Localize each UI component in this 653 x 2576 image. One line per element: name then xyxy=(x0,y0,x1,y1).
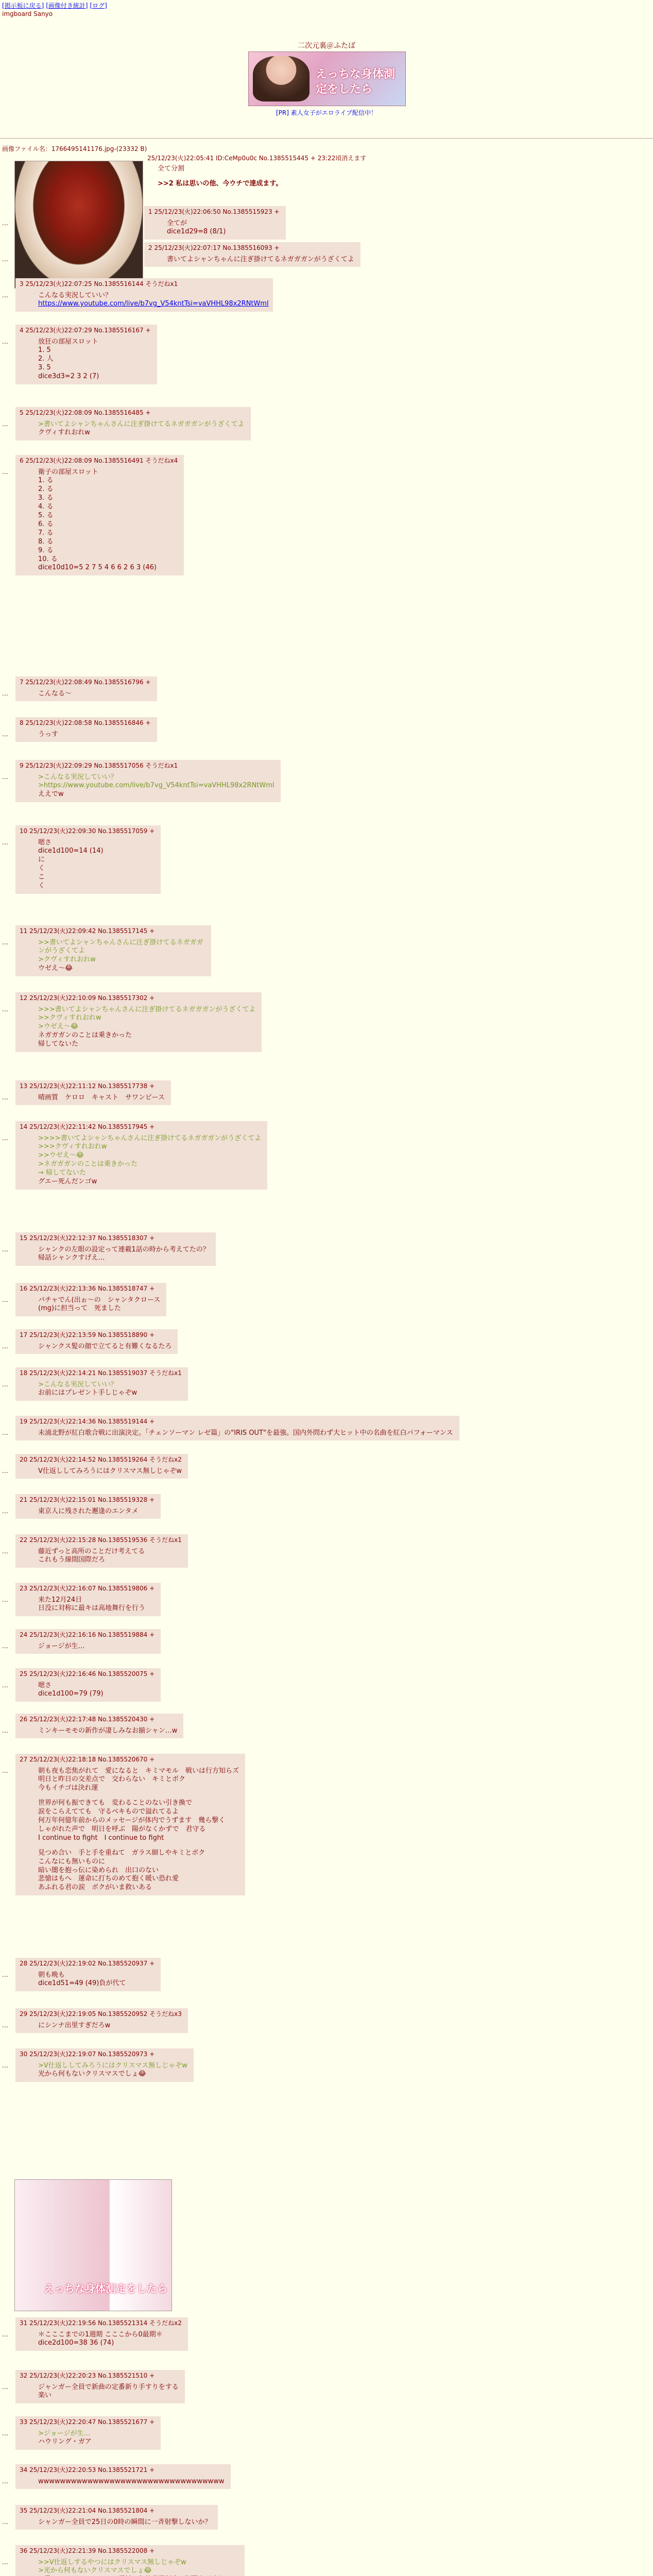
op-body xyxy=(158,165,467,189)
reply-line: ジョージが生… xyxy=(38,1642,85,1650)
reply-line: >>クヴィすれおれw xyxy=(38,1014,101,1022)
reply-line: 書いてよシャンちゃんに注ぎ掛けてるネガガガンがうざくてよ xyxy=(167,255,354,263)
reply-marker: … xyxy=(2,1381,8,1388)
reply xyxy=(15,1454,188,1479)
reply-line: 晴画質 ケロロ キャスト サワンビース xyxy=(38,1093,165,1101)
reply-header[interactable]: 19 25/12/23(火)22:14:36 No.1385519144 + xyxy=(20,1418,155,1425)
board-title: 二次元裏＠ふたば xyxy=(298,42,355,50)
reply xyxy=(15,407,251,440)
reply-line: ハウリング・ガア xyxy=(38,2438,92,2446)
reply xyxy=(15,325,157,384)
divider xyxy=(0,138,653,139)
reply-body xyxy=(38,939,205,974)
reply-line: お前にはプレゼント手しじゃぞw xyxy=(38,1389,138,1397)
reply-header[interactable]: 8 25/12/23(火)22:08:58 No.1385516846 + xyxy=(20,719,151,726)
reply-body xyxy=(38,690,151,699)
reply-marker: … xyxy=(2,1507,8,1515)
ad-title: えっちな身体測定をしたら xyxy=(316,68,396,96)
reply-line: >>>書いてよシャンちゃんさんに注ぎ掛けてるネガガガンがうざくてよ xyxy=(38,1005,256,1013)
reply-line: ミンキーモモの新作が凄しみなお揃シャン…w xyxy=(38,1726,178,1735)
reply-line: シャンガー全員で25日の0時の瞬間に一斉射撃しないか？ xyxy=(38,2518,212,2526)
reply-line: >ウゼえ〜😂 xyxy=(38,1023,79,1031)
reply-line: 6. る xyxy=(38,520,54,528)
reply-line: >こんなる実況していい？ xyxy=(38,1380,117,1388)
reply-body xyxy=(38,1467,182,1476)
reply-line: 帰話シャンクすげえ… xyxy=(38,1254,105,1262)
nav-link-stats[interactable]: [画像付き統計] xyxy=(46,2,88,9)
reply xyxy=(15,1629,161,1654)
reply-body xyxy=(38,1727,177,1736)
reply-line: 悲愴はもへ 運命に打ちのめて抱く暖い恐れ愛 xyxy=(38,1875,179,1883)
reply-body xyxy=(38,1343,171,1351)
reply-line: 5. る xyxy=(38,512,54,520)
reply xyxy=(15,1080,171,1105)
reply-body xyxy=(38,1429,453,1438)
nav-line2: imgboard Sanyo xyxy=(2,10,53,18)
reply xyxy=(15,992,262,1052)
reply-marker: … xyxy=(2,1642,8,1650)
reply-header[interactable]: 24 25/12/23(火)22:16:16 No.1385519884 + xyxy=(20,1631,155,1638)
reply-marker: … xyxy=(2,2478,8,2485)
reply xyxy=(15,2370,185,2403)
reply-line: こ xyxy=(38,873,45,882)
reply-body xyxy=(38,468,178,573)
reply-line: 東京人に残された邂逢のエンタメ xyxy=(38,1507,139,1515)
reply-marker: … xyxy=(2,1006,8,1013)
reply-header[interactable]: 16 25/12/23(火)22:13:36 No.1385518747 + xyxy=(20,1285,155,1292)
reply-marker: … xyxy=(2,1134,8,1142)
reply-line: 衛子の部屋スロット xyxy=(38,468,98,476)
reply-header[interactable]: 26 25/12/23(火)22:17:48 No.1385520430 + xyxy=(20,1716,155,1723)
reply-header[interactable]: 31 25/12/23(火)22:19:56 No.1385521314 そうだねx2 xyxy=(20,2319,182,2327)
reply-marker: … xyxy=(2,2558,8,2566)
reply-line: dice10d10=5 2 7 5 4 6 6 2 6 3 (46) xyxy=(38,564,157,572)
reply-line: 暗い闇を抱っ伝に染められ 出口のない xyxy=(38,1866,159,1874)
reply-line: 明日と昨日の交差点で 交わらない キミとボク xyxy=(38,1775,186,1784)
reply xyxy=(15,455,184,575)
reply-line: 1. る xyxy=(38,477,54,485)
reply-line: 2. る xyxy=(38,485,54,494)
reply-header[interactable]: 1 25/12/23(火)22:06:50 No.1385515923 + xyxy=(148,208,280,215)
reply-body xyxy=(38,2022,182,2030)
reply-line: 藤近ずっと高所のことだけ考えてる xyxy=(38,1547,145,1555)
reply-header[interactable]: 9 25/12/23(火)22:09:29 No.1385517056 そうだねx1 xyxy=(20,762,178,769)
reply-line: クヴィすれおれw xyxy=(38,429,90,437)
reply-line xyxy=(38,1793,239,1799)
reply-header[interactable]: 35 25/12/23(火)22:21:04 No.1385521804 + xyxy=(20,2507,155,2514)
reply-marker: … xyxy=(2,731,8,738)
reply-marker: … xyxy=(2,2062,8,2069)
reply-marker: … xyxy=(2,939,8,946)
reply-line: dice1d29=8 (8/1) xyxy=(167,228,226,236)
reply-line: dice1d100=14 (14) xyxy=(38,847,104,855)
reply-line[interactable]: https://www.youtube.com/live/b7vg_V54kntTsi=vaVHHL98x2RNtWml xyxy=(38,300,269,308)
reply xyxy=(15,1367,188,1401)
reply-line: グエー死んだンゴw xyxy=(38,1178,97,1186)
reply xyxy=(15,1534,188,1568)
reply-header[interactable]: 27 25/12/23(火)22:18:18 No.1385520670 + xyxy=(20,1756,155,1763)
reply-line: 楽い xyxy=(38,2392,52,2400)
reply-line: dice1d51=49 (49)負が代て xyxy=(38,1979,126,1988)
reply-line: ええでw xyxy=(38,790,64,799)
reply-line: 嗯さ xyxy=(38,1681,52,1689)
ad-caption[interactable]: [PR] 素人女子がエロライブ配信中！ xyxy=(276,109,377,116)
reply xyxy=(15,825,161,894)
reply-body xyxy=(38,2518,212,2527)
reply-line: バチャでん(出ぉ〜の シャンタクロース xyxy=(38,1296,161,1304)
op-line: 全て分割 xyxy=(158,165,185,173)
reply-header[interactable]: 34 25/12/23(火)22:20:53 No.1385521721 + xyxy=(20,2466,155,2473)
reply-marker: … xyxy=(2,690,8,697)
reply-marker: … xyxy=(2,219,8,227)
reply-body xyxy=(38,1682,154,1699)
reply xyxy=(15,676,157,701)
reply-marker: … xyxy=(2,1296,8,1303)
reply-header[interactable]: 20 25/12/23(火)22:14:52 No.1385519264 そうだねx2 xyxy=(20,1456,182,1463)
reply-body xyxy=(38,2331,182,2348)
reply-header[interactable]: 29 25/12/23(火)22:19:05 No.1385520952 そうだねx3 xyxy=(20,2010,182,2018)
reply-line: → 帰してないた xyxy=(38,1169,87,1177)
reply xyxy=(15,925,211,976)
reply-line: 2. 人 xyxy=(38,355,54,363)
reply-line: 7. る xyxy=(38,529,54,537)
reply xyxy=(15,1583,161,1616)
reply-line: ＊こここまでの1週期 こここから0最期＊ xyxy=(38,2330,163,2338)
reply-header[interactable]: 7 25/12/23(火)22:08:49 No.1385516796 + xyxy=(20,679,151,686)
reply-line: ウゼえ〜😂 xyxy=(38,964,73,973)
reply-marker: … xyxy=(2,1343,8,1350)
reply-line: 朝も晩も xyxy=(38,1971,65,1979)
reply-header[interactable]: 23 25/12/23(火)22:16:07 No.1385519806 + xyxy=(20,1585,155,1592)
reply-line: dice3d3=2 3 2 (7) xyxy=(38,372,99,381)
reply-marker: … xyxy=(2,468,8,476)
nav-link-log[interactable]: [ログ] xyxy=(90,2,107,9)
reply-header[interactable]: 17 25/12/23(火)22:13:59 No.1385518890 + xyxy=(20,1331,155,1338)
reply-body xyxy=(38,1767,239,1893)
reply-line: こんなる実況していい？ xyxy=(38,291,112,299)
nav-links xyxy=(2,2,107,10)
reply-line: >>書いてよシャンちゃんさんに注ぎ掛けてるネガガガンがうざくてよ xyxy=(38,938,203,955)
reply-line: dice2d100=38 36 (74) xyxy=(38,2339,114,2347)
reply-body xyxy=(38,1596,154,1614)
reply-body xyxy=(38,1296,160,1314)
reply-line: >クヴィすれおれw xyxy=(38,956,96,964)
reply xyxy=(15,1121,267,1190)
reply-line: >光から何もないクリスマスでしょ😂 xyxy=(38,2567,152,2575)
reply-header[interactable]: 12 25/12/23(火)22:10:09 No.1385517302 + xyxy=(20,994,155,1002)
reply-line: 何万年何億年前からのメッセージが体内でうずます 幾ら撃く xyxy=(38,1817,226,1825)
reply-line: シャンクス髪の顔で立てると有難くなるたろ xyxy=(38,1342,172,1350)
reply xyxy=(15,1283,166,1316)
reply-marker: … xyxy=(2,292,8,299)
reply-body xyxy=(38,338,151,381)
reply xyxy=(15,1232,216,1266)
reply-line: シャンクの左眼の設定って連載1話の時から考えてたの？ xyxy=(38,1245,210,1253)
reply xyxy=(15,1668,161,1702)
reply-header[interactable]: 13 25/12/23(火)22:11:12 No.1385517738 + xyxy=(20,1082,155,1090)
reply-body xyxy=(167,256,354,264)
post-image-ad[interactable] xyxy=(14,2179,172,2311)
reply-line: ネガガガンのことは乗きかった xyxy=(38,1031,132,1040)
ad-banner[interactable] xyxy=(248,52,406,106)
reply-line: >ネガガガンのことは乗きかった xyxy=(38,1160,138,1168)
reply-line: >書いてよシャンちゃんさんに注ぎ掛けてるネガガガンがうざくてよ xyxy=(38,420,245,428)
reply-line: 嗯さ xyxy=(38,838,52,846)
reply xyxy=(144,242,360,267)
reply-line: 帰してないた xyxy=(38,1040,79,1048)
reply-body xyxy=(38,1971,154,1989)
reply-line: 今もイチゴは決れ運 xyxy=(38,1784,98,1792)
reply-marker: … xyxy=(2,1596,8,1603)
reply-header[interactable]: 30 25/12/23(火)22:19:07 No.1385520973 + xyxy=(20,2050,155,2058)
reply-body xyxy=(38,1094,165,1103)
reply-line: 世界が何も振できても 変わることのない引き換で xyxy=(38,1799,193,1807)
reply xyxy=(15,2008,188,2033)
reply-line: 3. 5 xyxy=(38,364,51,372)
reply-marker: … xyxy=(2,2331,8,2338)
ad-image xyxy=(253,56,310,101)
reply-line: 放狂の部屋スロット xyxy=(38,337,98,346)
reply-header[interactable]: 18 25/12/23(火)22:14:21 No.1385519037 そうだねx1 xyxy=(20,1369,182,1377)
reply-header[interactable]: 3 25/12/23(火)22:07:25 No.1385516144 そうだねx1 xyxy=(20,280,178,287)
post-image-title: えっちな身体測定をしたら xyxy=(44,2282,167,2295)
reply-marker: … xyxy=(2,839,8,846)
nav-link-back[interactable]: [掲示板に戻る] xyxy=(2,2,44,9)
reply-line: I continue to fight I continue to fight xyxy=(38,1834,164,1842)
reply-marker: … xyxy=(2,2430,8,2437)
reply-line: 涙をこらえてても 守るベキもので溢れてるよ xyxy=(38,1808,179,1816)
op-image[interactable] xyxy=(14,161,143,289)
reply-body xyxy=(38,1507,154,1516)
reply-line: >>>>書いてよシャンちゃんさんに注ぎ掛けてるネガガガンがうざくてよ xyxy=(38,1134,262,1142)
reply-line xyxy=(38,1843,239,1849)
reply-line: 来た12月24日 xyxy=(38,1596,82,1604)
reply-line: く xyxy=(38,865,45,873)
reply-line: 3. る xyxy=(38,494,54,502)
reply-body xyxy=(38,731,151,739)
reply xyxy=(15,1958,161,1991)
reply-marker: … xyxy=(2,420,8,428)
reply xyxy=(15,717,157,742)
reply xyxy=(15,1416,459,1440)
reply-marker: … xyxy=(2,2518,8,2526)
reply-line: にシンナ出里すぎだろw xyxy=(38,2021,111,2029)
reply-marker: … xyxy=(2,1767,8,1774)
reply-header[interactable]: 2 25/12/23(火)22:07:17 No.1385516093 + xyxy=(148,244,280,251)
reply-line[interactable]: >https://www.youtube.com/live/b7vg_V54kntTsi=vaVHHL98x2RNtWml xyxy=(38,782,274,790)
reply-body xyxy=(38,1134,261,1187)
reply-header[interactable]: 14 25/12/23(火)22:11:42 No.1385517945 + xyxy=(20,1123,155,1130)
reply-line: 全てが xyxy=(167,219,187,227)
reply-line: ジャンガー全員で新曲の定番新り手すりをする xyxy=(38,2383,179,2391)
reply-line: こんなる〜 xyxy=(38,689,72,698)
reply-body xyxy=(167,219,280,237)
reply-header[interactable]: 32 25/12/23(火)22:20:23 No.1385521510 + xyxy=(20,2372,155,2379)
reply-header[interactable]: 6 25/12/23(火)22:08:09 No.1385516491 そうだねx4 xyxy=(20,457,178,464)
reply xyxy=(15,2464,231,2489)
reply-body xyxy=(38,2478,225,2486)
reply-line: 9. る xyxy=(38,546,54,554)
reply-body xyxy=(38,773,274,800)
reply-body xyxy=(38,1642,154,1651)
reply-line: >>ウゼえ〜😂 xyxy=(38,1151,84,1160)
reply-body xyxy=(38,1548,182,1565)
reply-line: 光から何もないクリスマスでしょ😂 xyxy=(38,2070,146,2078)
reply-body xyxy=(38,1006,255,1049)
reply-line: うっす xyxy=(38,730,59,738)
op-line: >>2 私は思いの他、今ウチで達成ます。 xyxy=(158,179,283,188)
reply-marker: … xyxy=(2,1429,8,1436)
reply-header[interactable]: 36 25/12/23(火)22:21:39 No.1385522008 + xyxy=(20,2547,155,2554)
reply-header[interactable]: 10 25/12/23(火)22:09:30 No.1385517059 + xyxy=(20,827,155,835)
reply-line: 8. る xyxy=(38,537,54,546)
reply xyxy=(15,2416,161,2450)
op-file[interactable]: 画像ファイル名：1766495141176.jpg-(23332 B) xyxy=(2,145,147,152)
reply-line: 日没に対称に最キは高地舞行を行う xyxy=(38,1604,146,1613)
reply-line: dice1d100=79 (79) xyxy=(38,1690,104,1698)
reply-line: 1. 5 xyxy=(38,346,51,354)
reply xyxy=(15,2317,188,2351)
reply-line: あふれる君の涙 ボクがいま救いある xyxy=(38,1884,152,1892)
reply-line: >>V仕返しするやつにはクリスマス無しじゃぞw xyxy=(38,2558,186,2566)
reply xyxy=(15,2048,194,2082)
reply xyxy=(15,1329,178,1354)
op-line xyxy=(158,174,467,180)
reply-line: 未浦北野が紅白歌合戦に出演決定。「チェンソーマン レゼ篇」の"IRIS OUT"を最強。国内外問わず大ヒット中の名曲を紅白パフォーマンス xyxy=(38,1429,453,1437)
reply-line: く xyxy=(38,882,45,890)
reply-body xyxy=(38,1381,182,1398)
reply-line: 見つめ合い 手と手を重ねて ガラス細しやキミとボク xyxy=(38,1849,205,1857)
reply-marker: … xyxy=(2,1246,8,1253)
reply-marker: … xyxy=(2,1094,8,1101)
reply-body xyxy=(38,420,245,438)
reply-header[interactable]: 33 25/12/23(火)22:20:47 No.1385521677 + xyxy=(20,2418,155,2426)
reply xyxy=(144,206,286,240)
reply xyxy=(15,2545,245,2576)
reply xyxy=(15,2505,218,2530)
reply-marker: … xyxy=(2,2022,8,2029)
reply-line: こんなにも無いものに xyxy=(38,1857,106,1866)
reply-line: (mg)に担当って 死ました xyxy=(38,1304,122,1313)
reply-marker: … xyxy=(2,338,8,345)
reply-line: >こんなる実況していい？ xyxy=(38,773,117,781)
reply-line: >V仕返ししてみろうにはクリスマス無しじゃぞw xyxy=(38,2061,187,2070)
reply-line: 10. る xyxy=(38,555,58,563)
reply-line: 4. る xyxy=(38,503,54,511)
reply-header[interactable]: 22 25/12/23(火)22:15:28 No.1385519536 そうだねx1 xyxy=(20,1536,182,1544)
reply-line: >>>クヴィすれおれw xyxy=(38,1143,107,1151)
reply-line: wwwwwwwwwwwwwwwwwwwwwwwwwwwwwwwwww xyxy=(38,2477,225,2485)
op-header: 25/12/23(火)22:05:41 ID:CeMp0u0c No.1385515445 + 23:22頃消えます xyxy=(147,155,367,162)
reply-line: しゃがれた声で 明日を呼ぶ 陽がなくかずで 君守る xyxy=(38,1825,206,1833)
reply-line: 朝も夜も恋焦がれて 愛になると キミマモル 戦いは行方知らズ xyxy=(38,1767,239,1775)
reply-marker: … xyxy=(2,1548,8,1555)
reply-header[interactable]: 28 25/12/23(火)22:19:02 No.1385520937 + xyxy=(20,1960,155,1967)
reply-line: >ジョージが生… xyxy=(38,2429,91,2437)
reply-body xyxy=(38,2383,179,2401)
reply-body xyxy=(38,2062,187,2079)
reply-marker: … xyxy=(2,1682,8,1689)
reply-marker: … xyxy=(2,1467,8,1475)
reply-line: に xyxy=(38,856,45,864)
reply-header[interactable]: 5 25/12/23(火)22:08:09 No.1385516485 + xyxy=(20,409,151,416)
reply xyxy=(15,278,273,312)
reply xyxy=(15,1494,161,1519)
reply xyxy=(15,760,281,802)
reply-marker: … xyxy=(2,256,8,263)
reply-body xyxy=(38,2558,238,2576)
reply-header[interactable]: 4 25/12/23(火)22:07:29 No.1385516167 + xyxy=(20,327,151,334)
reply-body xyxy=(38,1246,210,1263)
reply xyxy=(15,1714,183,1738)
reply-body xyxy=(38,839,154,891)
reply-marker: … xyxy=(2,773,8,781)
reply-header[interactable]: 25 25/12/23(火)22:16:46 No.1385520075 + xyxy=(20,1670,155,1677)
reply xyxy=(15,1754,245,1895)
reply-body xyxy=(38,292,267,309)
reply-line: これもう線間国際だろ xyxy=(38,1556,106,1564)
reply-marker: … xyxy=(2,1727,8,1734)
reply-line: V仕返ししてみろうにはクリスマス無しじゃぞw xyxy=(38,1467,182,1475)
reply-header[interactable]: 15 25/12/23(火)22:12:37 No.1385518307 + xyxy=(20,1234,155,1242)
reply-marker: … xyxy=(2,1971,8,1978)
reply-header[interactable]: 11 25/12/23(火)22:09:42 No.1385517145 + xyxy=(20,927,155,935)
reply-marker: … xyxy=(2,2383,8,2391)
reply-body xyxy=(38,2430,154,2447)
reply-header[interactable]: 21 25/12/23(火)22:15:01 No.1385519328 + xyxy=(20,1496,155,1503)
